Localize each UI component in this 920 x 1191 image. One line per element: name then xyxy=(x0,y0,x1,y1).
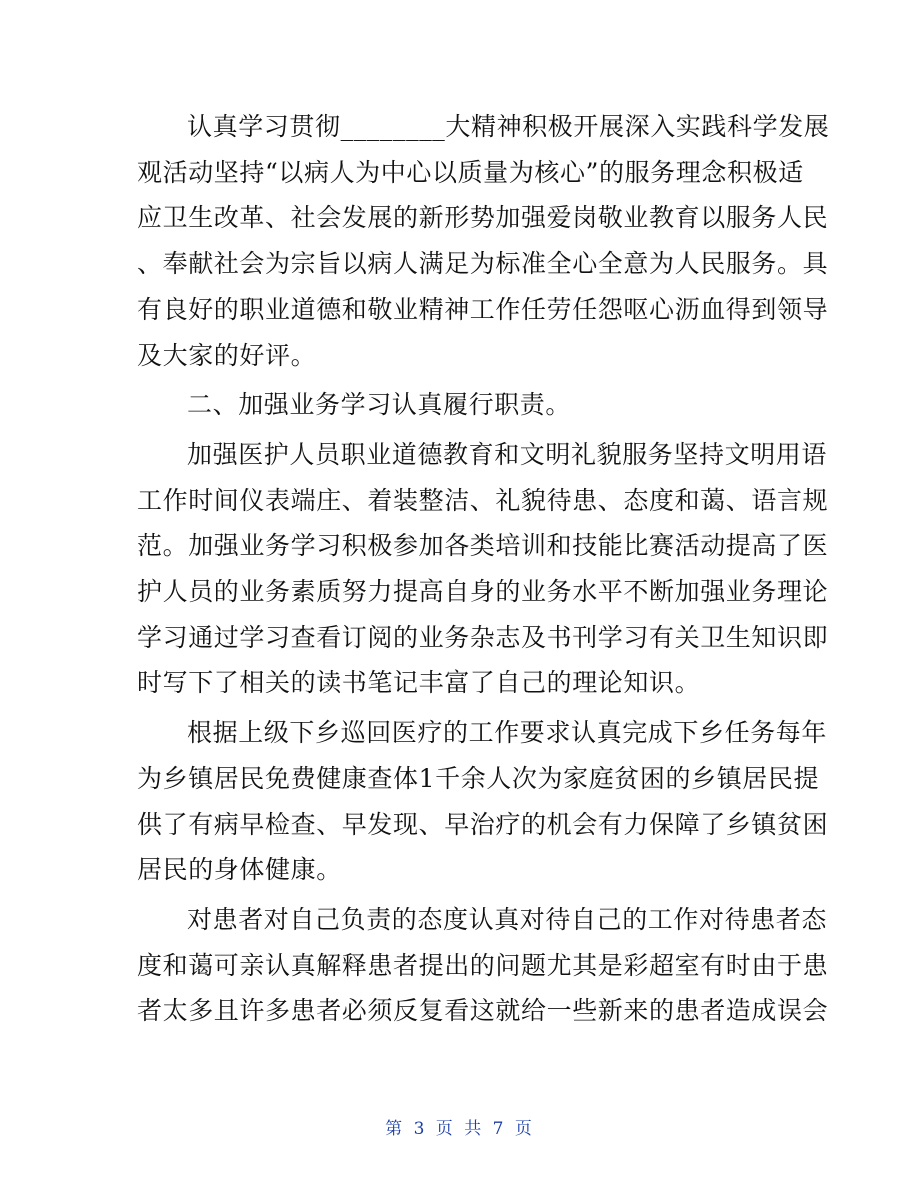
paragraph-3 xyxy=(137,432,829,706)
text-line: 观活动坚持“以病人为中心以质量为核心”的服务理念积极适 xyxy=(137,157,804,187)
text-line: 时写下了相关的读书笔记丰富了自己的理论知识。 xyxy=(137,668,701,698)
text-line: 范。加强业务学习积极参加各类培训和技能比赛活动提高了医 xyxy=(137,531,829,561)
text-line: 有良好的职业道德和敬业精神工作任劳任怨呕心沥血得到领导 xyxy=(137,294,829,324)
text-line: 护人员的业务素质努力提高自身的业务水平不断加强业务理论 xyxy=(137,577,829,607)
text-line: 认真学习贯彻________大精神积极开展深入实践科学发展 xyxy=(187,112,830,141)
text-line: 为乡镇居民免费健康查体1千余人次为家庭贫困的乡镇居民提 xyxy=(137,763,820,793)
section-heading xyxy=(137,382,787,428)
document-body xyxy=(137,104,830,1034)
paragraph-1 xyxy=(137,104,830,378)
text-line: 根据上级下乡巡回医疗的工作要求认真完成下乡任务每年 xyxy=(187,718,828,748)
text-line: 及大家的好评。 xyxy=(137,340,317,370)
text-line: 、奉献社会为宗旨以病人满足为标准全心全意为人民服务。具 xyxy=(137,249,829,279)
text-line: 者太多且许多患者必须反复看这就给一些新来的患者造成误会 xyxy=(137,996,829,1026)
text-line: 居民的身体健康。 xyxy=(137,855,342,885)
text-line: 供了有病早检查、早发现、早治疗的机会有力保障了乡镇贫困 xyxy=(137,809,829,839)
paragraph-5 xyxy=(137,897,829,1034)
text-line: 度和蔼可亲认真解释患者提出的问题尤其是彩超室有时由于患 xyxy=(137,950,829,980)
text-line: 对患者对自己负责的态度认真对待自己的工作对待患者态 xyxy=(187,904,828,934)
text-line: 工作时间仪表端庄、着装整洁、礼貌待患、态度和蔼、语言规 xyxy=(137,485,829,515)
text-line: 应卫生改革、社会发展的新形势加强爱岗敬业教育以服务人民 xyxy=(137,203,829,233)
heading-line: 二、加强业务学习认真履行职责。 xyxy=(187,390,572,420)
paragraph-4 xyxy=(137,710,829,893)
text-line: 加强医护人员职业道德教育和文明礼貌服务坚持文明用语 xyxy=(187,439,828,469)
text-line: 学习通过学习查看订阅的业务杂志及书刊学习有关卫生知识即 xyxy=(137,622,829,652)
page-number-footer: 第 3 页 共 7 页 xyxy=(385,1119,535,1139)
